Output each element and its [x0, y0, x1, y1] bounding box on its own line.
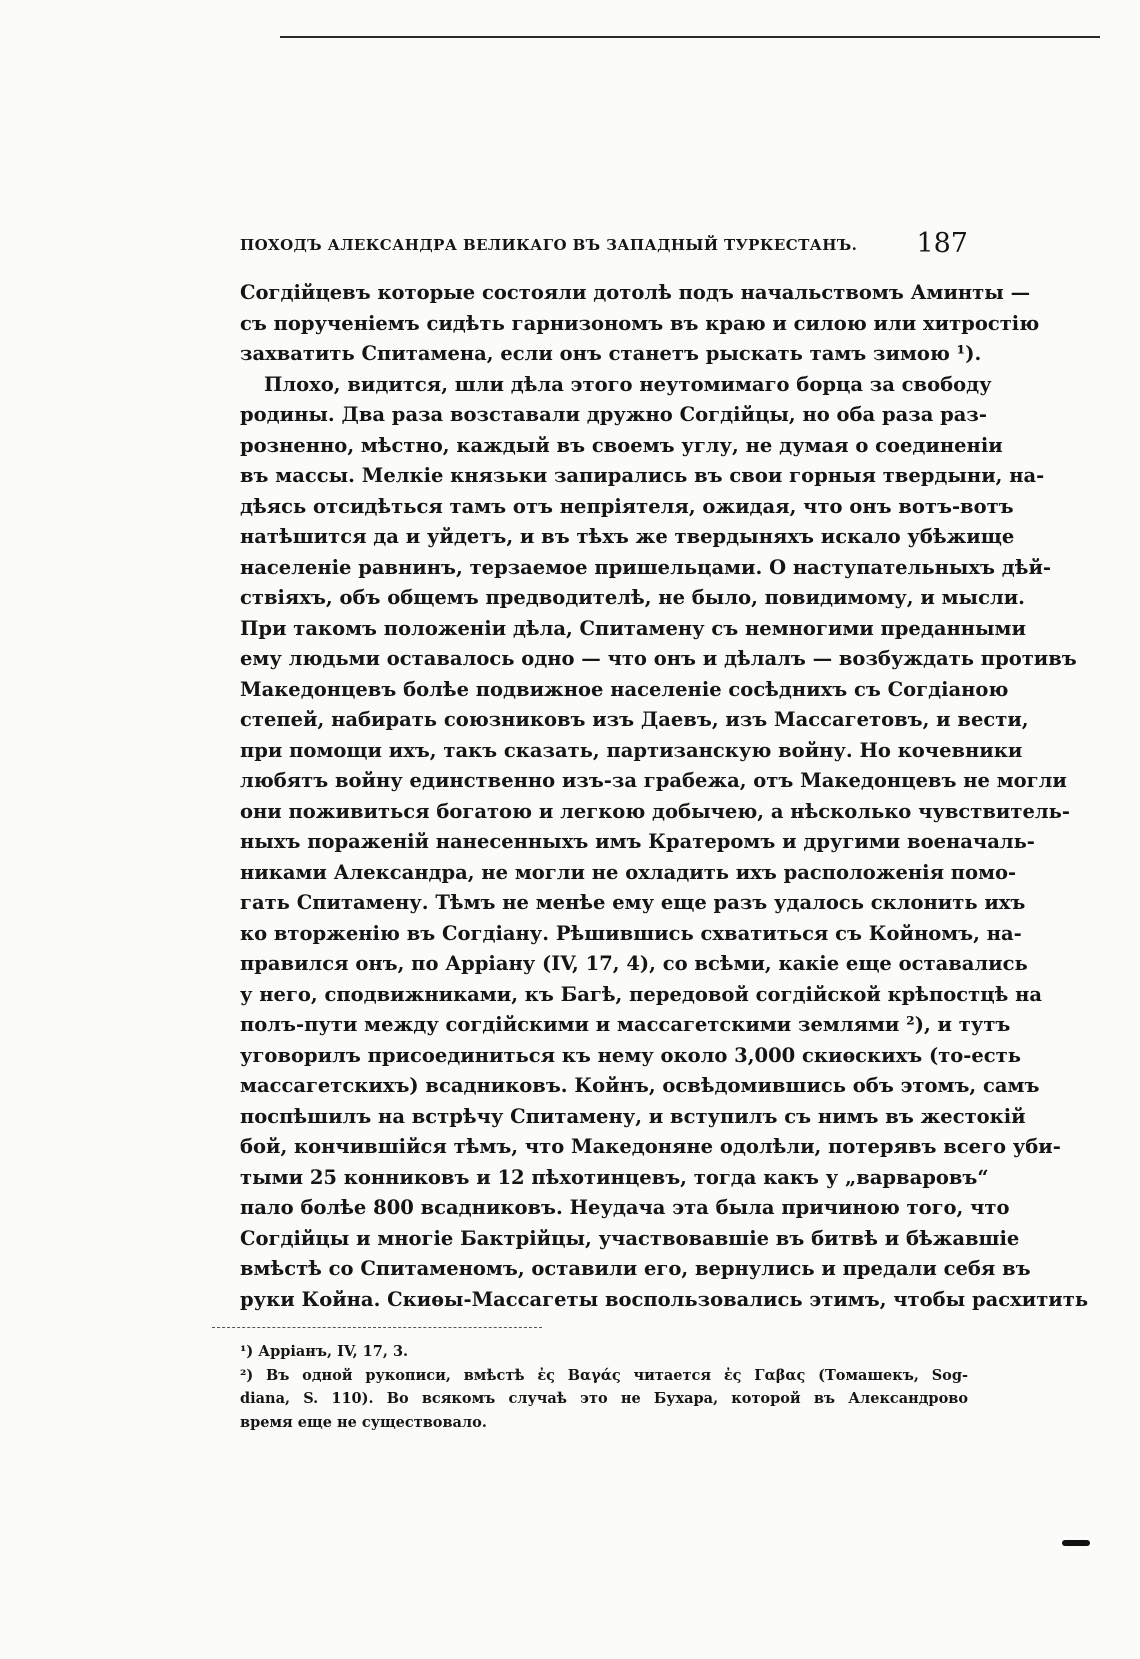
text-line: родины. Два раза возставали дружно Согдійцы, но оба раза раз-	[240, 403, 987, 426]
text-line: тыми 25 конниковъ и 12 пѣхотинцевъ, тогда какъ у „варваровъ“	[240, 1165, 989, 1189]
text-line: пало болѣе 800 всадниковъ. Неудача эта была причиною того, что	[240, 1196, 1010, 1219]
text-line: степей, набирать союзниковъ изъ Даевъ, изъ Массагетовъ, и вести,	[240, 708, 1029, 731]
text-line: полъ-пути между согдійскими и массагетскими землями ²), и тутъ	[240, 1013, 1011, 1036]
top-rule	[280, 36, 1100, 38]
text-line: гать Спитамену. Тѣмъ не менѣе ему еще разъ удалось склонить ихъ	[240, 891, 1026, 914]
text-line: въ массы. Мелкіе князьки запирались въ свои горныя твердыни, на-	[240, 464, 1045, 487]
text-line: Плохо, видится, шли дѣла этого неутомимаго борца за свободу	[264, 372, 992, 396]
text-line: Согдійцы и многіе Бактрійцы, участвовавшіе въ битвѣ и бѣжавшіе	[240, 1226, 1020, 1250]
text-line: розненно, мѣстно, каждый въ своемъ углу, не думая о соединеніи	[240, 433, 1003, 457]
text-line: ныхъ пораженій нанесенныхъ имъ Кратеромъ и другими военачаль-	[240, 830, 1035, 853]
footnote-line: ²) Въ одной рукописи, вмѣстѣ ἐς Βαγάς читается ἐς Γαβας (Томашекъ, Sog-	[240, 1366, 968, 1384]
footnote-rule	[212, 1327, 542, 1328]
text-line: Македонцевъ болѣе подвижное населеніе сосѣднихъ съ Согдіаною	[240, 677, 1009, 701]
text-line: ствіяхъ, объ общемъ предводителѣ, не было, повидимому, и мысли.	[240, 586, 1025, 609]
margin-mark	[1062, 1540, 1090, 1546]
text-line: при помощи ихъ, такъ сказать, партизанскую войну. Но кочевники	[240, 738, 1023, 762]
text-line: бой, кончившійся тѣмъ, что Македоняне одолѣли, потерявъ всего уби-	[240, 1135, 1061, 1158]
text-line: захватить Спитамена, если онъ станетъ рыскать тамъ зимою ¹).	[240, 342, 982, 365]
footnote-line: время еще не существовало.	[240, 1413, 487, 1431]
text-line: съ порученіемъ сидѣть гарнизономъ въ краю и силою или хитростію	[240, 311, 1040, 335]
text-line: ему людьми оставалось одно — что онъ и дѣлалъ — возбуждать противъ	[240, 647, 1077, 670]
text-line: любятъ войну единственно изъ-за грабежа, отъ Македонцевъ не могли	[240, 769, 1067, 792]
text-line: у него, сподвижниками, къ Багѣ, передовой согдійской крѣпостцѣ на	[240, 982, 1043, 1006]
text-line: массагетскихъ) всадниковъ. Койнъ, освѣдомившись объ этомъ, самъ	[240, 1074, 1040, 1097]
footnotes	[240, 1340, 968, 1434]
text-line: Согдійцевъ которые состояли дотолѣ подъ начальствомъ Аминты —	[240, 281, 1031, 304]
page-number: 187	[916, 228, 968, 259]
text-line: уговорилъ присоединиться къ нему около 3,000 скиѳскихъ (то-есть	[240, 1043, 1021, 1067]
text-line: При такомъ положеніи дѣла, Спитамену съ немногими преданными	[240, 616, 1026, 640]
text-line: они поживиться богатою и легкою добычею, а нѣсколько чувствитель-	[240, 799, 1070, 823]
running-title: ПОХОДЪ АЛЕКСАНДРА ВЕЛИКАГО ВЪ ЗАПАДНЫЙ ТУРКЕСТАНЪ.	[240, 236, 858, 254]
running-head	[240, 228, 968, 268]
text-line: населеніе равнинъ, терзаемое пришельцами. О наступательныхъ дѣй-	[240, 555, 1052, 579]
text-line: ко вторженію въ Согдіану. Рѣшившись схватиться съ Койномъ, на-	[240, 921, 1022, 945]
text-line: вмѣстѣ со Спитаменомъ, оставили его, вернулись и предали себя въ	[240, 1257, 1031, 1280]
text-line: поспѣшилъ на встрѣчу Спитамену, и вступилъ съ нимъ въ жестокій	[240, 1104, 1026, 1128]
text-line: руки Койна. Скиѳы-Массагеты воспользовались этимъ, чтобы расхитить	[240, 1287, 1089, 1311]
text-line: натѣшится да и уйдетъ, и въ тѣхъ же твердыняхъ искало убѣжище	[240, 525, 1015, 548]
footnote-line: diana, S. 110). Во всякомъ случаѣ это не Бухара, которой въ Александрово	[240, 1390, 968, 1407]
text-line: никами Александра, не могли не охладить ихъ расположенія помо-	[240, 860, 1017, 884]
text-line: дѣясь отсидѣться тамъ отъ непріятеля, ожидая, что онъ вотъ-вотъ	[240, 494, 1014, 518]
footnote-line: ¹) Арріанъ, IV, 17, 3.	[240, 1343, 409, 1360]
body-text	[240, 278, 1089, 1315]
text-line: правился онъ, по Арріану (IV, 17, 4), со всѣми, какіе еще оставались	[240, 952, 1028, 975]
